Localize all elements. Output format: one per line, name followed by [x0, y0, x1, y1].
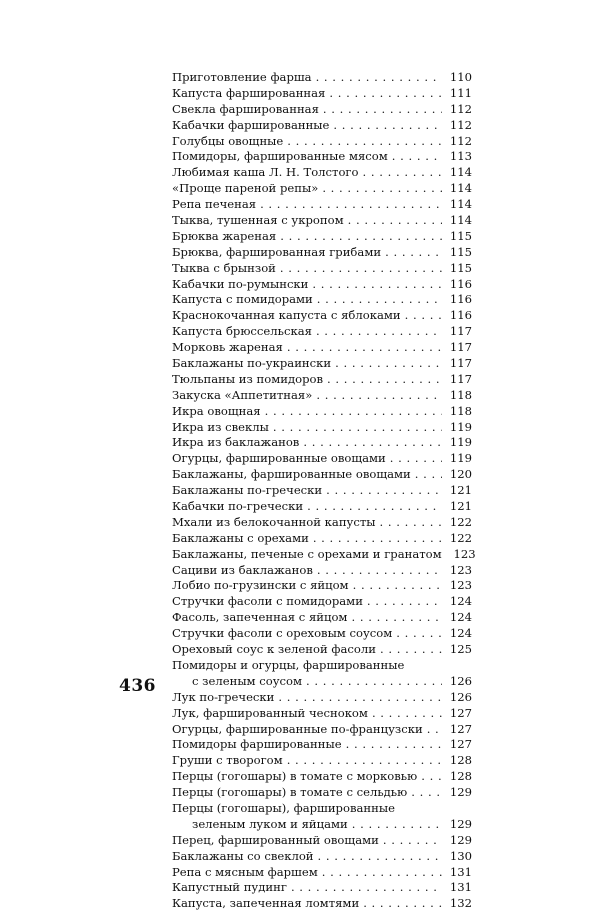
- toc-entry: [172, 594, 472, 610]
- dot-leader: [405, 308, 442, 324]
- toc-entry-title: Морковь жареная: [172, 340, 283, 355]
- dot-leader: [411, 785, 442, 801]
- toc-entry: [172, 372, 472, 388]
- dot-leader: [317, 563, 442, 579]
- toc-entry: [172, 753, 472, 769]
- toc-entry-page: 124: [449, 610, 472, 625]
- toc-entry-page: 125: [449, 642, 472, 657]
- toc-entry: [172, 642, 472, 658]
- toc-entry-title: Приготовление фарша: [172, 69, 312, 84]
- dot-leader: [317, 292, 442, 308]
- toc-entry-title: Капуста фаршированная: [172, 85, 326, 100]
- toc-entry-page: 127: [449, 721, 472, 736]
- table-of-contents: [172, 69, 476, 912]
- toc-entry: [172, 880, 472, 896]
- toc-entry-page: 118: [449, 387, 472, 402]
- dot-leader: [392, 149, 442, 165]
- dot-leader: [427, 722, 442, 738]
- dot-leader: [367, 594, 442, 610]
- toc-entry-page: 119: [449, 451, 472, 466]
- toc-entry-title: Мхали из белокочанной капусты: [172, 514, 376, 529]
- toc-entry: [172, 737, 472, 753]
- toc-entry-title: Тыква, тушенная с укропом: [172, 213, 344, 227]
- toc-entry-page: 116: [449, 292, 472, 307]
- toc-entry: [172, 610, 472, 626]
- dot-leader: [318, 849, 442, 865]
- dot-leader: [415, 467, 442, 483]
- toc-entry-title: Лук, фаршированный чесноком: [172, 705, 368, 720]
- toc-entry: [172, 896, 472, 912]
- dot-leader: [385, 245, 442, 261]
- dot-leader: [316, 324, 442, 340]
- toc-entry-title: Лобио по-грузински с яйцом: [172, 578, 349, 593]
- page-number: 436: [119, 676, 156, 696]
- dot-leader: [380, 642, 442, 658]
- toc-entry-page: 112: [449, 117, 472, 132]
- toc-entry-title: Помидоры, фаршированные мясом: [172, 149, 388, 164]
- toc-entry: [172, 308, 472, 324]
- toc-entry: [172, 785, 472, 801]
- toc-entry: [172, 420, 472, 436]
- toc-entry-page: 119: [449, 419, 472, 434]
- toc-entry-page: 128: [449, 753, 472, 768]
- toc-entry-title: Перцы (гогошары) в томате с морковью: [172, 769, 418, 784]
- dot-leader: [265, 404, 442, 420]
- dot-leader: [363, 896, 442, 912]
- toc-entry: [172, 817, 472, 833]
- toc-entry-page: 117: [449, 324, 472, 339]
- dot-leader: [352, 817, 442, 833]
- toc-entry: [172, 706, 472, 722]
- dot-leader: [333, 118, 442, 134]
- toc-entry-title: Фасоль, запеченная с яйцом: [172, 610, 348, 625]
- toc-entry-page: 124: [449, 594, 472, 609]
- dot-leader: [390, 451, 442, 467]
- toc-entry-page: 113: [449, 149, 472, 164]
- toc-entry-page: 118: [449, 403, 472, 418]
- toc-entry-title: Репа печеная: [172, 197, 257, 212]
- toc-entry-page: 112: [449, 101, 472, 116]
- dot-leader: [307, 499, 442, 515]
- toc-entry-title: с зеленым соусом: [192, 673, 303, 688]
- toc-entry: [172, 849, 472, 865]
- toc-entry-title: Баклажаны со свеклой: [172, 848, 314, 863]
- toc-entry-title: Помидоры и огурцы, фаршированные: [172, 657, 405, 672]
- toc-entry: [172, 340, 472, 356]
- toc-entry-page: 123: [449, 562, 472, 577]
- toc-entry: [172, 356, 472, 372]
- toc-entry-title: Лук по-гречески: [172, 689, 275, 704]
- toc-entry-page: 123: [449, 578, 472, 593]
- toc-entry-page: 129: [449, 785, 472, 800]
- toc-entry-page: 131: [449, 864, 472, 879]
- toc-entry-title: Баклажаны по-украински: [172, 356, 332, 371]
- toc-entry-title: Стручки фасоли с ореховым соусом: [172, 626, 393, 641]
- toc-entry: [172, 324, 472, 340]
- toc-entry-title: Баклажаны, фаршированные овощами: [172, 467, 411, 482]
- dot-leader: [380, 515, 442, 531]
- toc-entry-title: Брюква, фаршированная грибами: [172, 244, 382, 259]
- toc-entry-page: 129: [449, 832, 472, 847]
- dot-leader: [353, 579, 442, 595]
- toc-entry-page: 131: [449, 880, 472, 895]
- toc-entry-page: 126: [449, 689, 472, 704]
- toc-entry-page: 117: [449, 356, 472, 371]
- toc-entry-page: 122: [449, 514, 472, 529]
- toc-entry-page: 120: [449, 467, 472, 482]
- toc-entry: [172, 229, 472, 245]
- toc-entry-page: 116: [449, 308, 472, 323]
- dot-leader: [260, 197, 442, 213]
- toc-entry: [172, 579, 472, 595]
- toc-entry-title: Закуска «Аппетитная»: [172, 387, 313, 402]
- toc-entry: [172, 499, 472, 515]
- toc-entry: [172, 451, 472, 467]
- dot-leader: [316, 70, 442, 86]
- toc-entry-page: 114: [449, 181, 472, 196]
- toc-entry: [172, 134, 472, 150]
- toc-entry-title: Перцы (гогошары), фаршированные: [172, 800, 395, 815]
- dot-leader: [346, 737, 442, 753]
- toc-entry-title: Огурцы, фаршированные по-французски: [172, 721, 423, 736]
- toc-entry: [172, 658, 472, 674]
- dot-leader: [323, 102, 442, 118]
- dot-leader: [372, 706, 442, 722]
- toc-entry: [172, 801, 472, 817]
- toc-entry-title: Ореховый соус к зеленой фасоли: [172, 642, 376, 657]
- toc-entry: [172, 86, 472, 102]
- toc-entry-title: Кабачки фаршированные: [172, 117, 330, 132]
- toc-entry-page: 132: [449, 896, 472, 911]
- toc-entry-page: 117: [449, 340, 472, 355]
- toc-entry-page: 126: [449, 673, 472, 688]
- dot-leader: [278, 690, 442, 706]
- dot-leader: [322, 865, 442, 881]
- toc-entry: [172, 70, 472, 86]
- toc-entry-title: Любимая каша Л. Н. Толстого: [172, 165, 359, 180]
- toc-entry-title: Сациви из баклажанов: [172, 562, 313, 577]
- toc-entry-title: Перец, фаршированный овощами: [172, 832, 379, 847]
- toc-entry: [172, 865, 472, 881]
- toc-entry-page: 116: [449, 276, 472, 291]
- toc-entry: [172, 467, 472, 483]
- toc-entry: [172, 483, 472, 499]
- toc-entry: [172, 292, 472, 308]
- toc-entry-title: Икра из свеклы: [172, 419, 269, 434]
- toc-entry-title: Баклажаны с орехами: [172, 530, 309, 545]
- toc-entry: [172, 690, 472, 706]
- toc-entry-title: Кабачки по-румынски: [172, 276, 309, 291]
- toc-entry-title: Капуста брюссельская: [172, 324, 312, 339]
- dot-leader: [396, 626, 442, 642]
- dot-leader: [312, 277, 442, 293]
- toc-entry-page: 121: [449, 499, 472, 514]
- toc-entry-page: 112: [449, 133, 472, 148]
- toc-entry: [172, 546, 476, 563]
- toc-entry-title: Огурцы, фаршированные овощами: [172, 451, 386, 466]
- toc-entry-title: Баклажаны по-гречески: [172, 483, 323, 498]
- dot-leader: [287, 340, 442, 356]
- toc-entry-title: Краснокочанная капуста с яблоками: [172, 308, 401, 323]
- toc-entry-page: 114: [449, 197, 472, 212]
- toc-entry-page: 122: [449, 530, 472, 545]
- dot-leader: [280, 261, 442, 277]
- toc-entry-page: 123: [453, 546, 476, 561]
- toc-entry-title: Перцы (гогошары) в томате с сельдью: [172, 785, 408, 800]
- toc-entry: [172, 563, 472, 579]
- toc-entry: [172, 197, 472, 213]
- dot-leader: [335, 356, 442, 372]
- dot-leader: [322, 181, 442, 197]
- dot-leader: [326, 483, 442, 499]
- toc-entry-title: Тюльпаны из помидоров: [172, 371, 324, 386]
- toc-entry-title: Капуста с помидорами: [172, 292, 313, 307]
- toc-entry: [172, 102, 472, 118]
- toc-entry: [172, 149, 472, 165]
- toc-entry: [172, 769, 472, 785]
- dot-leader: [363, 165, 443, 181]
- toc-entry-title: Голубцы овощные: [172, 133, 284, 148]
- toc-entry: [172, 118, 472, 134]
- toc-entry-title: Помидоры фаршированные: [172, 737, 342, 752]
- toc-entry-page: 111: [449, 85, 472, 100]
- dot-leader: [306, 674, 442, 690]
- dot-leader: [329, 86, 442, 102]
- dot-leader: [327, 372, 442, 388]
- toc-entry-page: 121: [449, 483, 472, 498]
- toc-entry-title: Капустный пудинг: [172, 880, 287, 895]
- toc-entry-title: Груши с творогом: [172, 753, 283, 768]
- toc-entry-page: 115: [449, 244, 472, 259]
- toc-entry-title: Капуста, запеченная ломтями: [172, 896, 360, 911]
- toc-entry-page: 115: [449, 260, 472, 275]
- toc-entry-page: 124: [449, 626, 472, 641]
- toc-entry: [172, 626, 472, 642]
- toc-entry: [172, 515, 472, 531]
- toc-entry-page: 130: [449, 848, 472, 863]
- toc-entry-title: Икра из баклажанов: [172, 435, 300, 450]
- toc-entry-page: 129: [449, 816, 472, 831]
- toc-entry: [172, 722, 472, 738]
- toc-entry: [172, 388, 472, 404]
- toc-entry: [172, 404, 472, 420]
- dot-leader: [287, 753, 442, 769]
- toc-entry-title: Свекла фаршированная: [172, 101, 319, 116]
- toc-entry-page: 114: [449, 165, 472, 180]
- dot-leader: [351, 610, 442, 626]
- toc-entry-page: 127: [449, 705, 472, 720]
- toc-entry: [172, 674, 472, 690]
- toc-entry-title: «Проще пареной репы»: [172, 181, 319, 196]
- dot-leader: [287, 134, 442, 150]
- toc-entry-page: 128: [449, 769, 472, 784]
- toc-entry-title: Баклажаны, печеные с орехами и гранатом: [172, 546, 442, 561]
- toc-entry: [172, 435, 472, 451]
- dot-leader: [383, 833, 442, 849]
- toc-entry-title: зеленым луком и яйцами: [192, 816, 348, 831]
- dot-leader: [421, 769, 442, 785]
- toc-entry: [172, 531, 472, 547]
- dot-leader: [313, 531, 442, 547]
- toc-entry: [172, 165, 472, 181]
- toc-entry-page: 115: [449, 228, 472, 243]
- dot-leader: [348, 213, 442, 229]
- toc-entry-page: 127: [449, 737, 472, 752]
- toc-entry-page: 114: [449, 213, 472, 227]
- toc-entry-title: Кабачки по-гречески: [172, 499, 304, 514]
- toc-entry-title: Репа с мясным фаршем: [172, 864, 318, 879]
- toc-entry: [172, 245, 472, 261]
- dot-leader: [303, 435, 442, 451]
- toc-entry-title: Тыква с брынзой: [172, 260, 276, 275]
- toc-entry: [172, 213, 472, 229]
- toc-entry-title: Брюква жареная: [172, 228, 277, 243]
- toc-entry: [172, 277, 472, 293]
- toc-entry-title: Икра овощная: [172, 403, 261, 418]
- toc-entry-page: 117: [449, 371, 472, 386]
- toc-entry: [172, 833, 472, 849]
- dot-leader: [273, 420, 442, 436]
- toc-entry: [172, 181, 472, 197]
- toc-entry-title: Стручки фасоли с помидорами: [172, 594, 363, 609]
- toc-entry-page: 119: [449, 435, 472, 450]
- dot-leader: [316, 388, 442, 404]
- dot-leader: [291, 880, 442, 896]
- toc-entry-page: 110: [449, 69, 472, 84]
- dot-leader: [280, 229, 442, 245]
- toc-entry: [172, 261, 472, 277]
